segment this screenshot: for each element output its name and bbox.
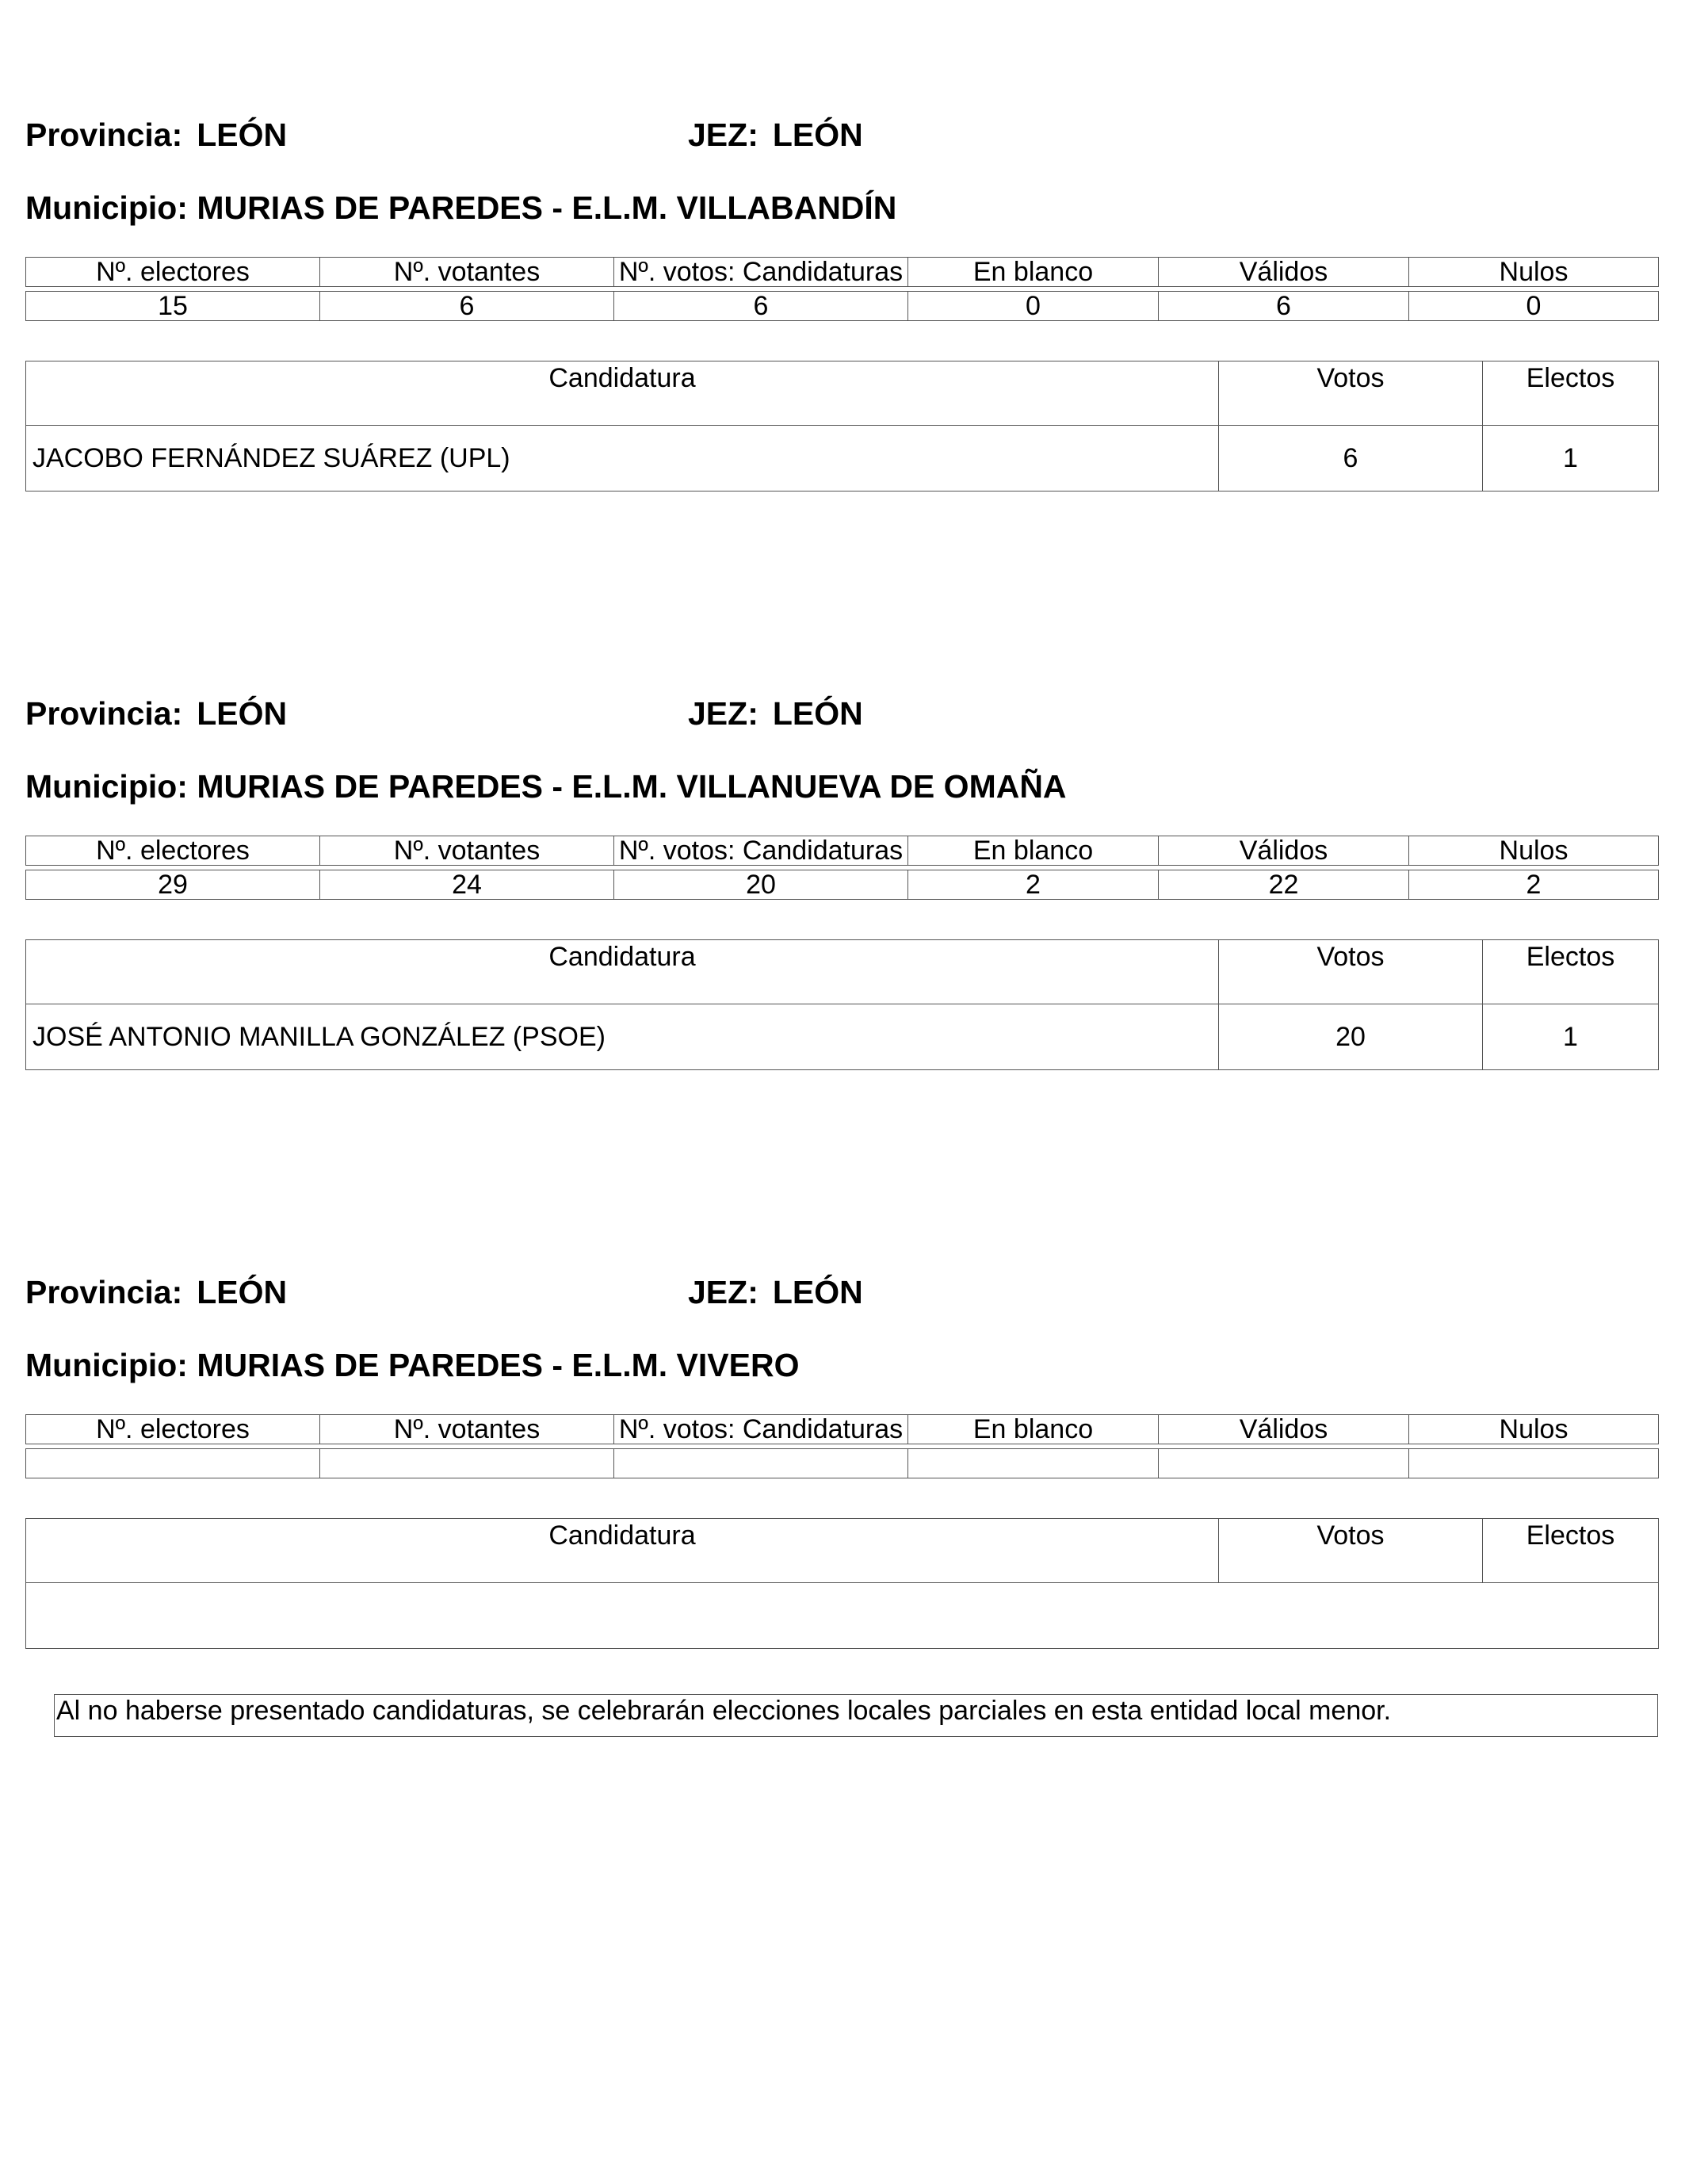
jez-value: LEÓN [772, 1274, 863, 1310]
stats-values-table [25, 1448, 1659, 1478]
cand-header-votos: Votos [1219, 1519, 1483, 1583]
municipio-value: MURIAS DE PAREDES - E.L.M. VILLANUEVA DE OMAÑA [197, 768, 1067, 805]
candidatura-table [25, 1518, 1659, 1649]
stats-table [25, 257, 1659, 287]
provincia-line [25, 119, 287, 151]
municipio-line [25, 189, 897, 226]
provincia-value: LEÓN [197, 117, 288, 153]
jez-value: LEÓN [772, 117, 863, 153]
provincia-line [25, 695, 288, 732]
stats-value-en-blanco: 0 [908, 292, 1159, 321]
jez-label: JEZ: [688, 117, 758, 153]
municipio-line [25, 1349, 799, 1382]
stats-value-nulos: 0 [1409, 292, 1659, 321]
stats-value-en-blanco: 2 [908, 870, 1159, 900]
stats-table [25, 1414, 1659, 1444]
cand-header-electos: Electos [1483, 361, 1659, 426]
jez-line [688, 1276, 863, 1309]
cand-electos: 1 [1483, 1004, 1659, 1070]
provincia-value: LEÓN [197, 1274, 288, 1310]
jez-label: JEZ: [688, 695, 758, 732]
note-box: Al no haberse presentado candidaturas, se celebrarán elecciones locales parciales en esta entidad local menor. [54, 1694, 1658, 1737]
cand-name: JACOBO FERNÁNDEZ SUÁREZ (UPL) [26, 426, 1219, 491]
stats-header-votos-candidaturas: Nº. votos: Candidaturas [614, 258, 908, 287]
stats-value-votantes: 24 [320, 870, 614, 900]
stats-value-validos: 22 [1159, 870, 1409, 900]
stats-header-en-blanco: En blanco [908, 258, 1159, 287]
stats-value-electores [26, 1449, 320, 1478]
stats-header-electores: Nº. electores [26, 258, 320, 287]
stats-header-electores: Nº. electores [26, 1415, 320, 1444]
stats-header-nulos: Nulos [1409, 258, 1659, 287]
cand-header-electos: Electos [1483, 940, 1659, 1004]
cand-header-candidatura: Candidatura [26, 1519, 1219, 1583]
stats-value-votos-candidaturas [614, 1449, 908, 1478]
stats-value-nulos: 2 [1409, 870, 1659, 900]
stats-header-validos: Válidos [1159, 1415, 1409, 1444]
municipio-line [25, 768, 1067, 805]
cand-header-candidatura: Candidatura [26, 361, 1219, 426]
stats-header-nulos: Nulos [1409, 1415, 1659, 1444]
stats-header-votantes: Nº. votantes [320, 1415, 614, 1444]
municipio-value: MURIAS DE PAREDES - E.L.M. VIVERO [197, 1347, 800, 1383]
provincia-label: Provincia: [25, 695, 183, 732]
cand-votos: 6 [1219, 426, 1483, 491]
municipio-value: MURIAS DE PAREDES - E.L.M. VILLABANDÍN [197, 189, 897, 226]
stats-header-validos: Válidos [1159, 258, 1409, 287]
stats-value-votos-candidaturas: 20 [614, 870, 908, 900]
stats-value-electores: 29 [26, 870, 320, 900]
cand-header-votos: Votos [1219, 361, 1483, 426]
stats-value-en-blanco [908, 1449, 1159, 1478]
stats-header-nulos: Nulos [1409, 836, 1659, 866]
stats-table [25, 836, 1659, 866]
provincia-line [25, 1276, 287, 1309]
stats-value-nulos [1409, 1449, 1659, 1478]
stats-header-validos: Válidos [1159, 836, 1409, 866]
stats-value-electores: 15 [26, 292, 320, 321]
stats-header-votos-candidaturas: Nº. votos: Candidaturas [614, 1415, 908, 1444]
municipio-label: Municipio: [25, 768, 188, 805]
municipio-label: Municipio: [25, 1347, 188, 1383]
stats-header-votantes: Nº. votantes [320, 258, 614, 287]
stats-header-votantes: Nº. votantes [320, 836, 614, 866]
provincia-label: Provincia: [25, 1274, 183, 1310]
cand-name-empty [26, 1583, 1659, 1649]
stats-header-votos-candidaturas: Nº. votos: Candidaturas [614, 836, 908, 866]
stats-value-votos-candidaturas: 6 [614, 292, 908, 321]
stats-header-electores: Nº. electores [26, 836, 320, 866]
stats-value-votantes [320, 1449, 614, 1478]
cand-header-electos: Electos [1483, 1519, 1659, 1583]
stats-values-table [25, 870, 1659, 900]
provincia-label: Provincia: [25, 117, 183, 153]
jez-line [688, 695, 863, 732]
cand-electos: 1 [1483, 426, 1659, 491]
provincia-value: LEÓN [197, 695, 288, 732]
jez-value: LEÓN [772, 695, 863, 732]
jez-label: JEZ: [688, 1274, 758, 1310]
stats-value-votantes: 6 [320, 292, 614, 321]
candidatura-table [25, 361, 1659, 491]
cand-votos: 20 [1219, 1004, 1483, 1070]
municipio-label: Municipio: [25, 189, 188, 226]
cand-header-votos: Votos [1219, 940, 1483, 1004]
stats-values-table [25, 291, 1659, 321]
candidatura-table [25, 939, 1659, 1070]
stats-value-validos: 6 [1159, 292, 1409, 321]
cand-name: JOSÉ ANTONIO MANILLA GONZÁLEZ (PSOE) [26, 1004, 1219, 1070]
stats-header-en-blanco: En blanco [908, 836, 1159, 866]
stats-header-en-blanco: En blanco [908, 1415, 1159, 1444]
cand-header-candidatura: Candidatura [26, 940, 1219, 1004]
stats-value-validos [1159, 1449, 1409, 1478]
jez-line [688, 119, 863, 151]
